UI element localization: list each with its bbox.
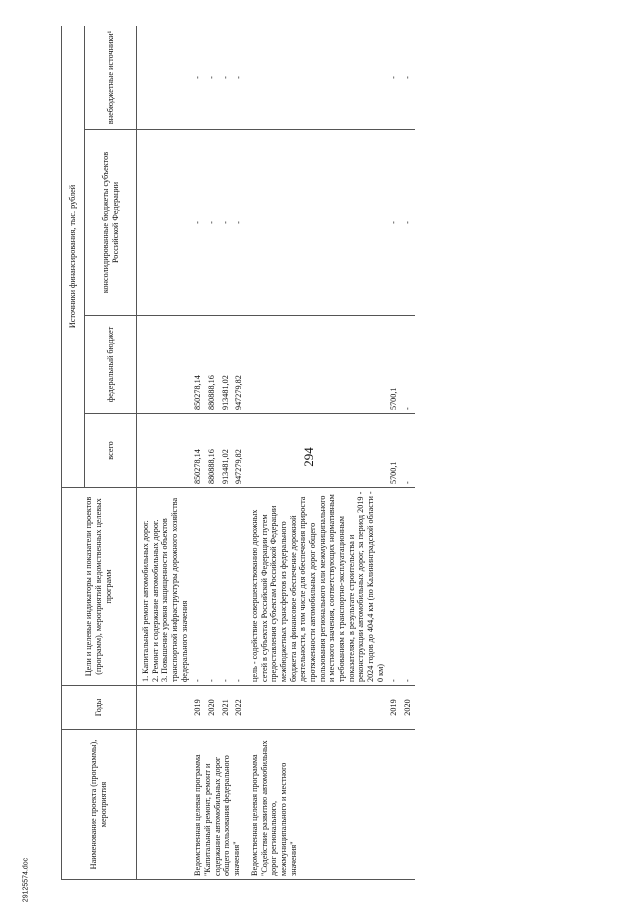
cell-name: Ведомственная целевая программа "Содействие развитию автомобильных дорог регионального, межмуниципального и местного значения" bbox=[246, 730, 415, 880]
cell-regional: - bbox=[205, 130, 219, 316]
cell-goal: - bbox=[232, 488, 246, 686]
cell-extra: - bbox=[401, 26, 415, 130]
cell-year: 2019 bbox=[387, 686, 401, 730]
table-row bbox=[137, 26, 192, 880]
cell-regional bbox=[137, 130, 192, 316]
cell-name-empty bbox=[137, 730, 192, 880]
header-regional: консолидированные бюджеты субъектов Российской Федерации bbox=[85, 130, 137, 316]
cell-federal: 913481,02 bbox=[219, 316, 233, 414]
cell-year: 2019 bbox=[191, 686, 205, 730]
cell-extra: - bbox=[387, 26, 401, 130]
header-years: Годы bbox=[62, 686, 137, 730]
cell-goal: - bbox=[191, 488, 205, 686]
rotated-table-frame bbox=[61, 26, 605, 880]
footer-code: 29125574.doc bbox=[22, 857, 30, 903]
cell-year: 2021 bbox=[219, 686, 233, 730]
cell-regional: - bbox=[401, 130, 415, 316]
cell-federal: 947279,82 bbox=[232, 316, 246, 414]
cell-extra bbox=[246, 26, 387, 130]
cell-federal bbox=[137, 316, 192, 414]
cell-goal: - bbox=[205, 488, 219, 686]
cell-total bbox=[246, 414, 387, 488]
table-row bbox=[191, 26, 205, 880]
cell-regional: - bbox=[387, 130, 401, 316]
cell-federal bbox=[246, 316, 387, 414]
table-body bbox=[137, 26, 415, 880]
cell-regional: - bbox=[219, 130, 233, 316]
cell-total: 947279,82 bbox=[232, 414, 246, 488]
cell-extra: - bbox=[219, 26, 233, 130]
cell-total: 5700,1 bbox=[387, 414, 401, 488]
cell-extra: - bbox=[232, 26, 246, 130]
cell-total bbox=[137, 414, 192, 488]
cell-regional: - bbox=[191, 130, 205, 316]
cell-goal: 1. Капитальный ремонт автомобильных дорог. 2. Ремонт и содержание автомобильных дорог. 3. Повышение уровня защищенности объектов транспортной инфраструктуры дорожного хозяйства федерального значения bbox=[137, 488, 192, 686]
cell-goal: - bbox=[387, 488, 401, 686]
cell-total: 913481,02 bbox=[219, 414, 233, 488]
cell-goal: - bbox=[219, 488, 233, 686]
header-total: всего bbox=[85, 414, 137, 488]
cell-total: 850278,14 bbox=[191, 414, 205, 488]
header-federal: федеральный бюджет bbox=[85, 316, 137, 414]
page-number: 294 bbox=[301, 447, 316, 467]
header-name: Наименование проекта (программы), мероприятия bbox=[62, 730, 137, 880]
cell-regional bbox=[246, 130, 387, 316]
table-row bbox=[246, 26, 387, 880]
header-goals: Цели и целевые индикаторы и показатели проектов (программ), мероприятий ведомственных целевых программ bbox=[62, 488, 137, 686]
page-content bbox=[61, 26, 605, 880]
cell-extra bbox=[137, 26, 192, 130]
cell-year: 2022 bbox=[232, 686, 246, 730]
cell-year bbox=[137, 686, 192, 730]
cell-federal: 5700,1 bbox=[387, 316, 401, 414]
cell-regional: - bbox=[232, 130, 246, 316]
cell-total: 880888,16 bbox=[205, 414, 219, 488]
cell-year: 2020 bbox=[401, 686, 415, 730]
header-row-1 bbox=[62, 26, 85, 880]
cell-federal: - bbox=[401, 316, 415, 414]
cell-federal: 850278,14 bbox=[191, 316, 205, 414]
financing-table bbox=[61, 26, 415, 880]
cell-goal: цель - содействие совершенствованию дорожных сетей в субъектах Российской Федерации путем предоставления субъектам Российской Федерации межбюджетных трансфертов из федерального бюджета на финансовое обеспечение дорожной деятельности, в том числе для обеспечения прироста протяженности автомобильных дорог общего пользования регионального или межмуниципального и местного значения, соответствующих нормативным требованиям к транспортно-эксплуатационным показателям, в результате строительства и реконструкции автомобильных дорог, за период 2019 - 2024 годов до 404,4 км (по Калининградской области - 0 км) bbox=[246, 488, 387, 686]
cell-extra: - bbox=[191, 26, 205, 130]
cell-name: Ведомственная целевая программа "Капитальный ремонт, ремонт и содержание автомобильных дорог общего пользования федерального значения" bbox=[191, 730, 246, 880]
cell-federal: 880888,16 bbox=[205, 316, 219, 414]
cell-extra: - bbox=[205, 26, 219, 130]
cell-year bbox=[246, 686, 387, 730]
cell-year: 2020 bbox=[205, 686, 219, 730]
cell-goal: - bbox=[401, 488, 415, 686]
cell-total: - bbox=[401, 414, 415, 488]
header-sources-group: Источники финансирования, тыс. рублей bbox=[62, 26, 85, 488]
header-extra: внебюджетные источники¹ bbox=[85, 26, 137, 130]
